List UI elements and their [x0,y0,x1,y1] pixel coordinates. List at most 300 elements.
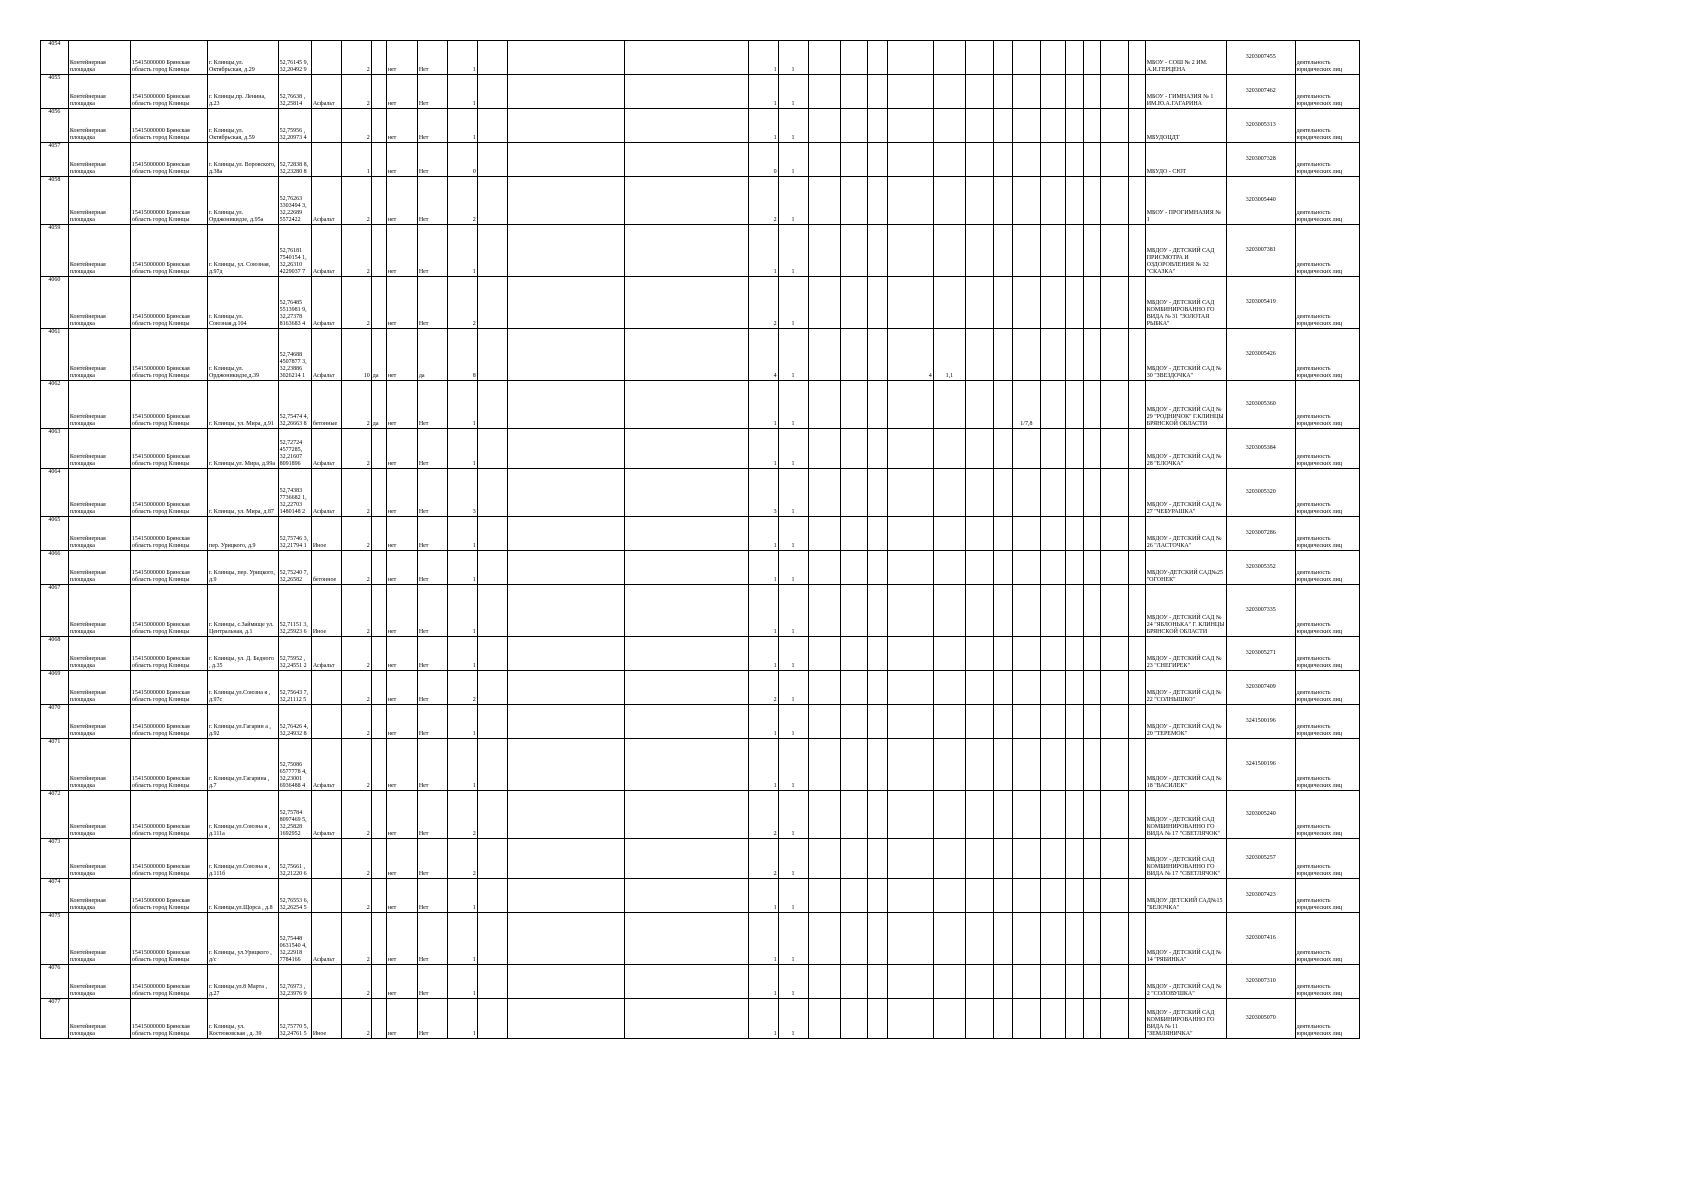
v2-value [933,469,965,517]
empty-cell [1040,739,1066,791]
v3-value [1012,671,1040,705]
empty-cell [993,41,1012,75]
empty-cell [1083,637,1100,671]
site-address: г. Клинцы,пр. Ленина, д.23 [208,75,279,109]
empty-cell [1066,177,1083,225]
fence-flag: нет [386,671,417,705]
empty-cell [477,109,507,143]
v2-value [933,671,965,705]
empty-cell [808,839,840,879]
empty-cell [1100,879,1128,913]
gr-flag: Нет [417,637,447,671]
empty-cell [1128,999,1145,1039]
empty-cell [1066,585,1083,637]
v1-value [887,913,933,965]
surface-type: Асфальт [311,637,341,671]
roof-flag [371,75,386,109]
owner-inn: 3203007286 [1227,517,1296,551]
activity-type: деятельность юридических лиц [1295,329,1359,381]
register-table [40,40,1360,1039]
empty-cell [1066,739,1083,791]
empty-cell [1083,791,1100,839]
empty-cell [1040,429,1066,469]
empty-cell [1066,637,1083,671]
empty-cell [625,551,748,585]
row-number: 4067 [41,585,69,637]
k3-value: 1 [778,177,808,225]
v3-value [1012,75,1040,109]
table-row [41,277,1360,329]
empty-cell [1040,277,1066,329]
activity-type: деятельность юридических лиц [1295,177,1359,225]
owner-inn: 3203007409 [1227,671,1296,705]
fence-flag: нет [386,705,417,739]
empty-cell [840,41,868,75]
empty-cell [1100,637,1128,671]
owner-name: МБДОУ - ДЕТСКИЙ САД № 26 "ЛАСТОЧКА" [1145,517,1226,551]
empty-cell [1083,143,1100,177]
site-type: Контейнерная площадка [68,469,130,517]
empty-cell [477,469,507,517]
empty-cell [808,999,840,1039]
empty-cell [1128,41,1145,75]
site-type: Контейнерная площадка [68,429,130,469]
empty-cell [1083,177,1100,225]
table-row [41,913,1360,965]
v1-value [887,143,933,177]
k3-value: 1 [778,999,808,1039]
owner-name: МБОУ - ПРОГИМНАЗИЯ № 1 [1145,177,1226,225]
k2-value: 1 [748,517,778,551]
fence-flag: нет [386,41,417,75]
activity-type: деятельность юридических лиц [1295,739,1359,791]
empty-cell [507,791,625,839]
empty-cell [507,551,625,585]
activity-type: деятельность юридических лиц [1295,671,1359,705]
empty-cell [1040,791,1066,839]
empty-cell [868,965,887,999]
empty-cell [993,551,1012,585]
k2-value: 4 [748,329,778,381]
empty-cell [808,517,840,551]
empty-cell [1083,965,1100,999]
site-address: г. Клинцы,ул.Щорса , д.8 [208,879,279,913]
gr-flag: Нет [417,671,447,705]
empty-cell [507,109,625,143]
empty-cell [1128,965,1145,999]
empty-cell [1128,739,1145,791]
owner-inn: 3203005320 [1227,469,1296,517]
empty-cell [507,429,625,469]
empty-cell [993,879,1012,913]
k3-value: 1 [778,637,808,671]
site-address: г. Клинцы,ул. Орджоникидзе, д.95а [208,177,279,225]
surface-type: Иное [311,999,341,1039]
container-count: 2 [341,637,371,671]
site-coordinates: 52,76263 3303494 3, 32,22689 5572422 [278,177,311,225]
k3-value: 1 [778,41,808,75]
empty-cell [965,551,993,585]
owner-name: МБДОУ - ДЕТСКИЙ САД КОМБИНИРОВАННО ГО ВИДА № 17 "СВЕТЛЯЧОК" [1145,839,1226,879]
empty-cell [1040,177,1066,225]
empty-cell [840,739,868,791]
fence-flag: нет [386,517,417,551]
empty-cell [1066,839,1083,879]
empty-cell [625,469,748,517]
gr-flag: Нет [417,965,447,999]
empty-cell [993,705,1012,739]
k3-value: 1 [778,965,808,999]
empty-cell [840,225,868,277]
empty-cell [868,517,887,551]
container-count: 2 [341,177,371,225]
empty-cell [993,739,1012,791]
roof-flag [371,429,386,469]
owner-name: МБДОУ-ДЕТСКИЙ САД№25 "ОГОНЕК" [1145,551,1226,585]
empty-cell [965,75,993,109]
k2-value: 1 [748,965,778,999]
empty-cell [965,965,993,999]
site-type: Контейнерная площадка [68,143,130,177]
empty-cell [1128,551,1145,585]
row-number: 4072 [41,791,69,839]
empty-cell [965,143,993,177]
empty-cell [808,329,840,381]
empty-cell [1083,75,1100,109]
v2-value [933,143,965,177]
k1-value: 1 [447,41,477,75]
empty-cell [507,637,625,671]
empty-cell [1066,999,1083,1039]
empty-cell [1100,109,1128,143]
activity-type: деятельность юридических лиц [1295,109,1359,143]
owner-inn: 3203005271 [1227,637,1296,671]
empty-cell [1066,705,1083,739]
empty-cell [965,381,993,429]
fence-flag: нет [386,469,417,517]
empty-cell [808,637,840,671]
site-type: Контейнерная площадка [68,329,130,381]
owner-name: МБДОУ - ДЕТСКИЙ САД № 28 "ЕЛОЧКА" [1145,429,1226,469]
fence-flag: нет [386,879,417,913]
site-coordinates: 52,71151 3, 32,25923 6 [278,585,311,637]
row-number: 4059 [41,225,69,277]
empty-cell [1100,177,1128,225]
empty-cell [625,429,748,469]
oktmo-region: 15415000000 Брянская область город Клинцы [130,705,207,739]
k2-value: 1 [748,551,778,585]
container-count: 2 [341,429,371,469]
oktmo-region: 15415000000 Брянская область город Клинцы [130,177,207,225]
fence-flag: нет [386,177,417,225]
k1-value: 2 [447,839,477,879]
roof-flag [371,791,386,839]
empty-cell [477,839,507,879]
roof-flag [371,143,386,177]
empty-cell [477,225,507,277]
site-address: г. Клинцы, ул. Костюковская , д. 39 [208,999,279,1039]
empty-cell [808,75,840,109]
site-address: г. Клинцы, ул. Союзная, д.97д [208,225,279,277]
empty-cell [1100,965,1128,999]
v2-value [933,109,965,143]
k2-value: 1 [748,41,778,75]
empty-cell [1066,551,1083,585]
empty-cell [808,41,840,75]
site-address: г. Клинцы, с.Займище ул. Центральная, д.1 [208,585,279,637]
container-count: 2 [341,791,371,839]
activity-type: деятельность юридических лиц [1295,41,1359,75]
site-type: Контейнерная площадка [68,965,130,999]
fence-flag: нет [386,791,417,839]
empty-cell [1083,879,1100,913]
k1-value: 2 [447,277,477,329]
fence-flag: нет [386,839,417,879]
activity-type: деятельность юридических лиц [1295,637,1359,671]
table-row [41,469,1360,517]
empty-cell [507,75,625,109]
empty-cell [808,913,840,965]
v3-value [1012,839,1040,879]
row-number: 4061 [41,329,69,381]
oktmo-region: 15415000000 Брянская область город Клинцы [130,879,207,913]
site-coordinates: 52,74688 4507877 3, 32,23886 3026214 1 [278,329,311,381]
surface-type: Иное [311,585,341,637]
surface-type: Асфальт [311,277,341,329]
empty-cell [868,329,887,381]
empty-cell [477,671,507,705]
empty-cell [625,637,748,671]
empty-cell [625,277,748,329]
gr-flag: Нет [417,225,447,277]
site-address: г. Клинцы,ул.Союзна я , д.111а [208,791,279,839]
table-row [41,517,1360,551]
row-number: 4066 [41,551,69,585]
empty-cell [1100,469,1128,517]
fence-flag: нет [386,913,417,965]
empty-cell [477,551,507,585]
empty-cell [868,41,887,75]
k2-value: 2 [748,791,778,839]
empty-cell [1040,143,1066,177]
fence-flag: нет [386,999,417,1039]
empty-cell [1066,965,1083,999]
surface-type: Асфальт [311,177,341,225]
row-number: 4062 [41,381,69,429]
empty-cell [507,999,625,1039]
k2-value: 2 [748,671,778,705]
surface-type [311,965,341,999]
roof-flag [371,999,386,1039]
surface-type [311,41,341,75]
roof-flag [371,469,386,517]
v3-value [1012,879,1040,913]
owner-inn: 3203005240 [1227,791,1296,839]
k1-value: 3 [447,469,477,517]
empty-cell [625,517,748,551]
gr-flag: да [417,329,447,381]
row-number: 4070 [41,705,69,739]
empty-cell [1083,41,1100,75]
roof-flag: да [371,381,386,429]
v2-value [933,999,965,1039]
empty-cell [625,225,748,277]
k2-value: 1 [748,913,778,965]
k2-value: 2 [748,839,778,879]
site-address: г. Клинцы,ул. Мира, д.99а [208,429,279,469]
empty-cell [965,277,993,329]
empty-cell [1100,225,1128,277]
empty-cell [965,913,993,965]
k1-value: 1 [447,913,477,965]
empty-cell [840,585,868,637]
activity-type: деятельность юридических лиц [1295,469,1359,517]
v1-value [887,637,933,671]
roof-flag [371,517,386,551]
owner-inn: 3203007462 [1227,75,1296,109]
v3-value [1012,469,1040,517]
gr-flag: Нет [417,705,447,739]
empty-cell [808,671,840,705]
empty-cell [840,429,868,469]
empty-cell [868,671,887,705]
container-count: 2 [341,381,371,429]
v3-value [1012,551,1040,585]
empty-cell [1083,225,1100,277]
k3-value: 1 [778,381,808,429]
empty-cell [840,551,868,585]
empty-cell [1040,225,1066,277]
site-coordinates: 52,75643 7, 32,21112 5 [278,671,311,705]
table-row [41,739,1360,791]
empty-cell [1100,585,1128,637]
v1-value [887,277,933,329]
v3-value [1012,637,1040,671]
row-number: 4069 [41,671,69,705]
activity-type: деятельность юридических лиц [1295,517,1359,551]
owner-name: МБОУ - СОШ № 2 ИМ. А.И.ГЕРЦЕНА [1145,41,1226,75]
container-count: 2 [341,109,371,143]
activity-type: деятельность юридических лиц [1295,585,1359,637]
roof-flag [371,225,386,277]
empty-cell [1040,913,1066,965]
site-coordinates: 52,75240 7, 32,26582 [278,551,311,585]
empty-cell [477,913,507,965]
container-count: 2 [341,913,371,965]
row-number: 4058 [41,177,69,225]
empty-cell [1100,739,1128,791]
empty-cell [1083,109,1100,143]
site-type: Контейнерная площадка [68,381,130,429]
site-coordinates: 52,76145 9, 32,20492 9 [278,41,311,75]
empty-cell [477,637,507,671]
empty-cell [1083,329,1100,381]
k2-value: 2 [748,177,778,225]
empty-cell [840,329,868,381]
site-coordinates: 52,76973 , 32,23976 9 [278,965,311,999]
table-row [41,705,1360,739]
empty-cell [507,143,625,177]
row-number: 4057 [41,143,69,177]
gr-flag: Нет [417,381,447,429]
empty-cell [477,999,507,1039]
site-coordinates: 52,76553 6, 32,26254 5 [278,879,311,913]
empty-cell [625,839,748,879]
v3-value [1012,429,1040,469]
site-address: пер. Урицкого, д.9 [208,517,279,551]
v2-value [933,517,965,551]
row-number: 4071 [41,739,69,791]
empty-cell [1100,517,1128,551]
empty-cell [1128,705,1145,739]
activity-type: деятельность юридических лиц [1295,839,1359,879]
empty-cell [1040,517,1066,551]
empty-cell [808,705,840,739]
empty-cell [1128,381,1145,429]
empty-cell [965,41,993,75]
empty-cell [507,705,625,739]
site-coordinates: 52,76181 7540154 1, 32,26310 4229037 7 [278,225,311,277]
empty-cell [477,965,507,999]
v1-value [887,879,933,913]
empty-cell [840,705,868,739]
k1-value: 1 [447,225,477,277]
empty-cell [625,671,748,705]
site-coordinates: 52,72724 4577285, 32,21607 8091896 [278,429,311,469]
empty-cell [965,109,993,143]
empty-cell [993,839,1012,879]
fence-flag: нет [386,329,417,381]
table-row [41,585,1360,637]
v2-value [933,225,965,277]
container-count: 2 [341,999,371,1039]
empty-cell [1040,671,1066,705]
empty-cell [840,671,868,705]
empty-cell [1100,381,1128,429]
v1-value [887,705,933,739]
empty-cell [840,839,868,879]
oktmo-region: 15415000000 Брянская область город Клинцы [130,999,207,1039]
activity-type: деятельность юридических лиц [1295,965,1359,999]
v3-value [1012,329,1040,381]
k1-value: 1 [447,109,477,143]
k3-value: 1 [778,913,808,965]
empty-cell [1128,143,1145,177]
empty-cell [625,705,748,739]
empty-cell [477,177,507,225]
empty-cell [1066,143,1083,177]
v1-value [887,75,933,109]
site-coordinates: 52,75474 4, 32,26663 8 [278,381,311,429]
site-type: Контейнерная площадка [68,551,130,585]
empty-cell [625,143,748,177]
v3-value [1012,41,1040,75]
k1-value: 1 [447,585,477,637]
oktmo-region: 15415000000 Брянская область город Клинцы [130,469,207,517]
owner-inn: 3203005352 [1227,551,1296,585]
empty-cell [868,143,887,177]
v1-value [887,177,933,225]
roof-flag [371,879,386,913]
empty-cell [1100,75,1128,109]
empty-cell [808,469,840,517]
empty-cell [1128,225,1145,277]
gr-flag: Нет [417,41,447,75]
gr-flag: Нет [417,469,447,517]
container-count: 2 [341,517,371,551]
v1-value [887,41,933,75]
empty-cell [625,965,748,999]
